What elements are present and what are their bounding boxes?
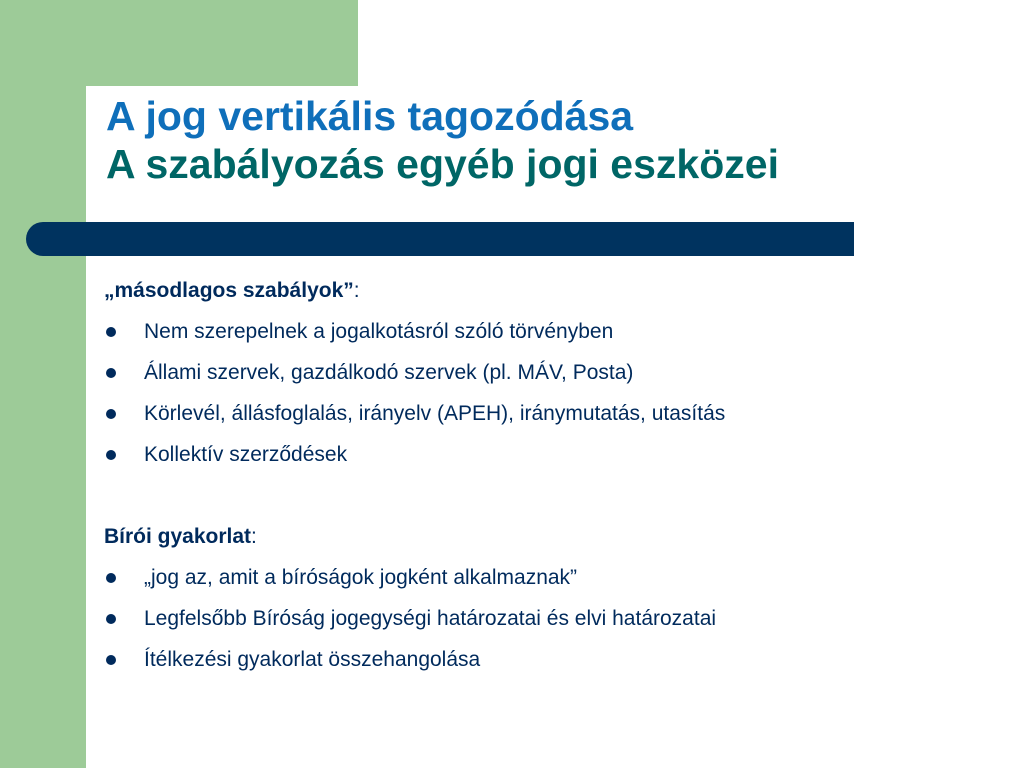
section-heading [104,270,1004,311]
bullet-item [104,352,1004,393]
section-heading [104,516,1004,557]
section-heading-text: Bírói gyakorlat [104,525,252,548]
title-line-1: A jog vertikális tagozódása [106,93,634,139]
section-heading-text: „másodlagos szabályok” [104,279,354,302]
bullet-item [104,393,1004,434]
bullet-dot-icon [106,655,116,665]
bullet-item [104,639,1004,680]
bullet-item [104,598,1004,639]
decorative-green-band-left [0,0,86,768]
bullet-dot-icon [106,450,116,460]
bullet-text: Körlevél, állásfoglalás, irányelv (APEH), iránymutatás, utasítás [144,402,726,425]
bullet-text: Állami szervek, gazdálkodó szervek (pl. MÁV, Posta) [144,361,634,384]
bullet-text: Nem szerepelnek a jogalkotásról szóló törvényben [144,320,614,343]
bullet-text: Legfelsőbb Bíróság jogegységi határozatai és elvi határozatai [144,607,717,630]
bullet-text: Ítélkezési gyakorlat összehangolása [144,648,481,671]
bullet-item [104,434,1004,475]
section-heading-colon: : [251,525,257,548]
bullet-item [104,557,1004,598]
section-spacer [104,475,1004,516]
bullet-dot-icon [106,409,116,419]
bullet-dot-icon [106,368,116,378]
title-line-2: A szabályozás egyéb jogi eszközei [106,141,779,187]
bullet-dot-icon [106,573,116,583]
bullet-text: „jog az, amit a bíróságok jogként alkalmaznak” [144,566,578,589]
title-divider-bar [26,222,854,256]
bullet-text: Kollektív szerződések [144,443,348,466]
bullet-dot-icon [106,614,116,624]
slide-title [106,92,1006,188]
bullet-item [104,311,1004,352]
slide-body [104,270,1004,680]
bullet-dot-icon [106,327,116,337]
section-heading-colon: : [353,279,360,302]
